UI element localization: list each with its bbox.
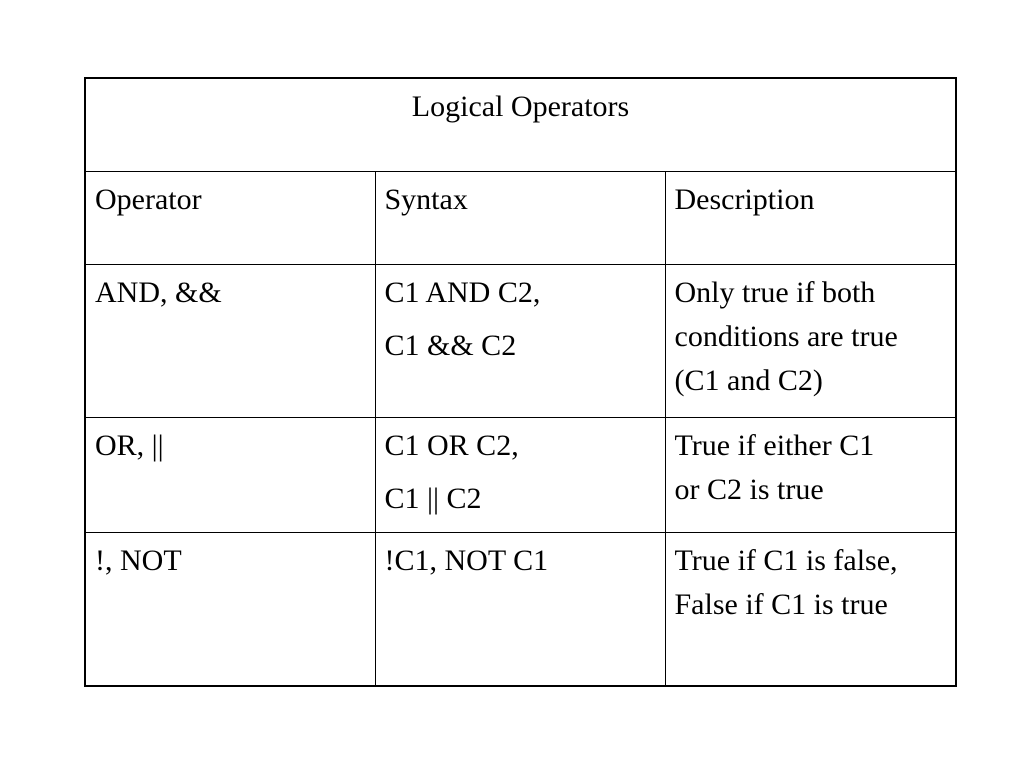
syntax-line: C1 AND C2, xyxy=(384,276,541,309)
description-line: or C2 is true xyxy=(674,473,824,506)
syntax-line: C1 && C2 xyxy=(384,329,517,362)
table-row xyxy=(85,418,956,533)
table-header-row xyxy=(85,172,956,265)
description-cell xyxy=(665,265,956,418)
table-title-row xyxy=(85,78,956,172)
syntax-line: C1 OR C2, xyxy=(384,429,519,462)
operator-cell: AND, && xyxy=(85,265,375,418)
description-line: True if either C1 xyxy=(674,429,875,462)
description-cell xyxy=(665,533,956,687)
description-line: (C1 and C2) xyxy=(674,364,823,397)
syntax-cell xyxy=(375,533,665,687)
description-line: Only true if both xyxy=(674,276,876,309)
operator-cell: OR, || xyxy=(85,418,375,533)
header-operator: Operator xyxy=(85,172,375,265)
table-row xyxy=(85,265,956,418)
table-row xyxy=(85,533,956,687)
table-title: Logical Operators xyxy=(85,78,956,172)
header-syntax: Syntax xyxy=(375,172,665,265)
description-line: False if C1 is true xyxy=(674,588,888,621)
logical-operators-table xyxy=(84,77,957,687)
syntax-cell xyxy=(375,265,665,418)
description-cell xyxy=(665,418,956,533)
description-line: True if C1 is false, xyxy=(674,544,898,577)
syntax-cell xyxy=(375,418,665,533)
description-line: conditions are true xyxy=(674,320,898,353)
header-description: Description xyxy=(665,172,956,265)
syntax-line: !C1, NOT C1 xyxy=(384,544,549,577)
operator-cell: !, NOT xyxy=(85,533,375,687)
syntax-line: C1 || C2 xyxy=(384,482,482,515)
